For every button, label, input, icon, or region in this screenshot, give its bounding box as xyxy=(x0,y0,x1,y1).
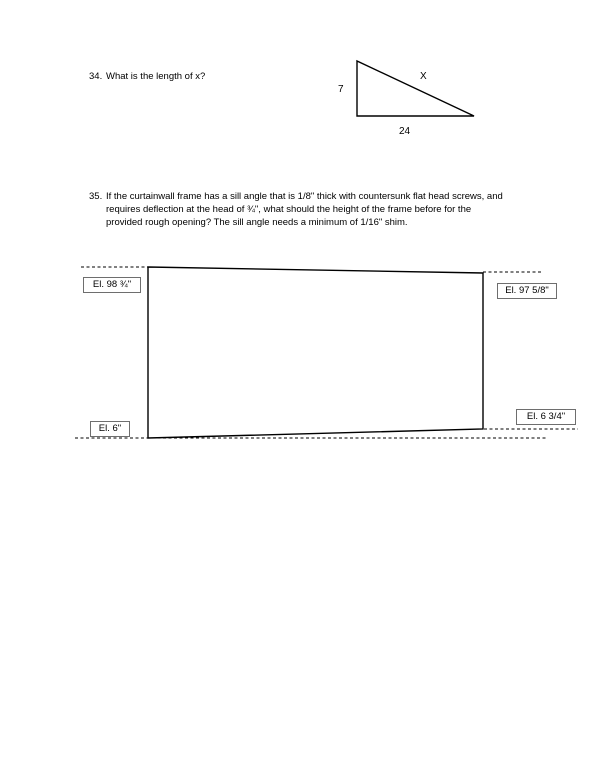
elevation-label-bottom-left: El. 6" xyxy=(90,421,130,437)
question-35-line-3: provided rough opening? The sill angle needs a minimum of 1/16" shim. xyxy=(106,217,408,228)
triangle-side-horizontal-label: 24 xyxy=(399,126,411,137)
curtainwall-frame xyxy=(148,267,483,438)
question-35-line-1: If the curtainwall frame has a sill angle that is 1/8" thick with countersunk flat head screws, and xyxy=(106,191,503,202)
question-34-text: What is the length of x? xyxy=(106,71,206,82)
right-triangle xyxy=(357,61,474,116)
elevation-label-top-right: El. 97 5/8" xyxy=(497,283,557,299)
triangle-side-vertical-label: 7 xyxy=(338,84,344,95)
question-34-number: 34. xyxy=(89,71,103,82)
elevation-label-top-left: El. 98 ¾" xyxy=(83,277,141,293)
question-35-number: 35. xyxy=(89,191,103,202)
question-35-line-2: requires deflection at the head of ¾", what should the height of the frame before for the xyxy=(106,204,472,215)
triangle-hypotenuse-label: X xyxy=(420,71,427,82)
elevation-label-bottom-right: El. 6 3/4" xyxy=(516,409,576,425)
